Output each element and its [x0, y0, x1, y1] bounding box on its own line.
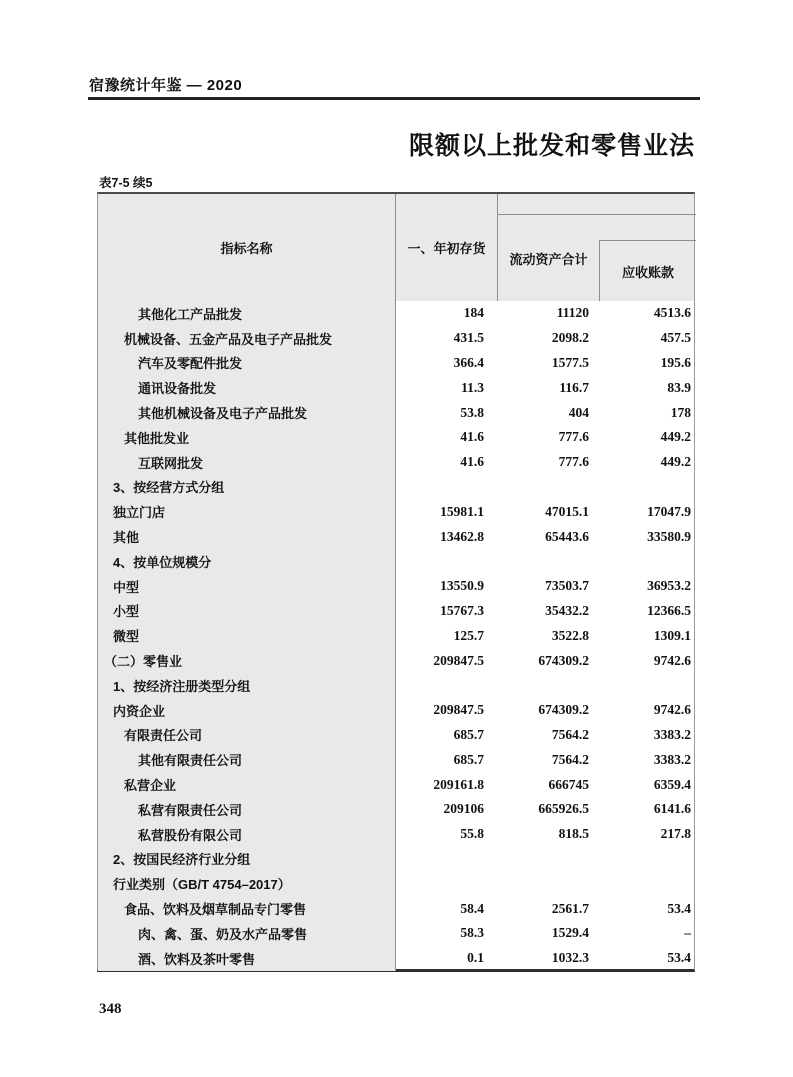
- table-row: [98, 847, 694, 872]
- table-row: [98, 326, 694, 351]
- cell-value: 58.4: [460, 900, 484, 916]
- table-row: [98, 921, 694, 946]
- cell-value: 0.1: [467, 950, 484, 966]
- page-number: 348: [99, 1001, 122, 1017]
- table-row: [98, 524, 694, 549]
- table-row: [98, 499, 694, 524]
- cell-value: 209847.5: [433, 702, 484, 718]
- table-row: [98, 351, 694, 376]
- row-label: 2、按国民经济行业分组: [113, 852, 251, 868]
- cell-value: 53.4: [667, 950, 691, 966]
- cell-value: 116.7: [559, 379, 589, 395]
- cell-value: 209847.5: [433, 652, 484, 668]
- cell-value: 13550.9: [440, 578, 484, 594]
- table-row: [98, 896, 694, 921]
- cell-value: 1032.3: [551, 950, 589, 966]
- row-label: 其他: [113, 530, 140, 546]
- cell-value: 58.3: [460, 925, 484, 941]
- cell-value: 83.9: [667, 379, 691, 395]
- cell-value: 53.4: [667, 900, 691, 916]
- table-row: [98, 549, 694, 574]
- cell-value: 674309.2: [538, 702, 589, 718]
- cell-value: 3383.2: [653, 726, 691, 742]
- table-row: [98, 623, 694, 648]
- row-label: 3、按经营方式分组: [113, 480, 225, 496]
- cell-value: 11120: [556, 305, 589, 321]
- cell-value: 7564.2: [551, 751, 589, 767]
- column-header-accounts-receivable: 应收账款: [599, 240, 696, 301]
- row-label: 私营有限责任公司: [138, 802, 243, 818]
- cell-value: 666745: [548, 776, 589, 792]
- table-row: [98, 599, 694, 624]
- cell-value: 11.3: [461, 379, 484, 395]
- cell-value: 1309.1: [653, 627, 691, 643]
- row-label: 内资企业: [113, 703, 166, 719]
- row-label: 私营企业: [124, 778, 177, 794]
- table-row: [98, 574, 694, 599]
- cell-value: 404: [568, 404, 589, 420]
- table-row: [98, 400, 694, 425]
- table-row: [98, 475, 694, 500]
- cell-value: 431.5: [453, 330, 484, 346]
- cell-value: 36953.2: [647, 578, 691, 594]
- table-row: [98, 301, 694, 326]
- cell-value: 65443.6: [545, 528, 589, 544]
- cell-value: 685.7: [453, 726, 484, 742]
- cell-value: 53.8: [460, 404, 484, 420]
- table-row: [98, 946, 694, 971]
- cell-value: 1577.5: [551, 354, 589, 370]
- table-row: [98, 822, 694, 847]
- table-row: [98, 772, 694, 797]
- row-label: 互联网批发: [138, 455, 204, 471]
- table-row: [98, 648, 694, 673]
- cell-value: 9742.6: [653, 702, 691, 718]
- cell-value: 209161.8: [433, 776, 484, 792]
- row-label: 行业类别（GB/T 4754–2017）: [113, 877, 291, 893]
- cell-value: 13462.8: [440, 528, 484, 544]
- cell-value: 665926.5: [538, 801, 589, 817]
- row-label: （二）零售业: [104, 654, 183, 670]
- table-row: [98, 375, 694, 400]
- cell-value: 674309.2: [538, 652, 589, 668]
- row-label: 4、按单位规模分: [113, 554, 212, 570]
- cell-value: 12366.5: [647, 602, 691, 618]
- cell-value: 125.7: [453, 627, 484, 643]
- cell-value: 457.5: [660, 330, 691, 346]
- column-header-indicator: 指标名称: [98, 194, 396, 301]
- cell-value: 9742.6: [653, 652, 691, 668]
- cell-value: –: [684, 925, 691, 941]
- row-label: 小型: [113, 604, 140, 620]
- table-row: [98, 871, 694, 896]
- cell-value: 47015.1: [545, 503, 589, 519]
- table-row: [98, 747, 694, 772]
- column-header-beginning-inventory: 一、年初存货: [396, 194, 498, 301]
- row-label: 食品、饮料及烟草制品专门零售: [124, 902, 307, 918]
- cell-value: 41.6: [460, 429, 484, 445]
- cell-value: 777.6: [558, 429, 589, 445]
- cell-value: 3522.8: [551, 627, 589, 643]
- row-label: 其他化工产品批发: [138, 306, 243, 322]
- row-label: 汽车及零配件批发: [138, 356, 243, 372]
- row-label: 独立门店: [113, 505, 166, 521]
- cell-value: 41.6: [460, 454, 484, 470]
- table-row: [98, 673, 694, 698]
- cell-value: 55.8: [460, 826, 484, 842]
- row-label: 1、按经济注册类型分组: [113, 678, 251, 694]
- cell-value: 15981.1: [440, 503, 484, 519]
- cell-value: 685.7: [453, 751, 484, 767]
- table-caption: 表7-5 续5: [99, 176, 153, 190]
- row-label: 中型: [113, 579, 140, 595]
- column-header-current-assets-total: 流动资产合计: [509, 251, 588, 267]
- cell-value: 7564.2: [551, 726, 589, 742]
- cell-value: 15767.3: [440, 602, 484, 618]
- cell-value: 73503.7: [545, 578, 589, 594]
- cell-value: 17047.9: [647, 503, 691, 519]
- cell-value: 777.6: [558, 454, 589, 470]
- cell-value: 6141.6: [653, 801, 691, 817]
- row-label: 机械设备、五金产品及电子产品批发: [124, 331, 333, 347]
- table-row: [98, 723, 694, 748]
- row-label: 通讯设备批发: [138, 381, 217, 397]
- row-label: 微型: [113, 629, 140, 645]
- row-label: 私营股份有限公司: [138, 827, 243, 843]
- cell-value: 178: [670, 404, 691, 420]
- row-label: 肉、禽、蛋、奶及水产品零售: [138, 926, 308, 942]
- row-label: 其他有限责任公司: [138, 753, 243, 769]
- row-label: 其他机械设备及电子产品批发: [138, 406, 308, 422]
- cell-value: 6359.4: [653, 776, 691, 792]
- table-row: [98, 698, 694, 723]
- cell-value: 195.6: [660, 354, 691, 370]
- cell-value: 449.2: [660, 429, 691, 445]
- cell-value: 217.8: [660, 826, 691, 842]
- cell-value: 818.5: [558, 826, 589, 842]
- table-body: [98, 301, 694, 971]
- cell-value: 3383.2: [653, 751, 691, 767]
- table-row: [98, 450, 694, 475]
- cell-value: 209106: [443, 801, 484, 817]
- row-label: 其他批发业: [124, 430, 190, 446]
- cell-value: 2561.7: [551, 900, 589, 916]
- cell-value: 366.4: [453, 354, 484, 370]
- header-rule-line: [88, 97, 700, 100]
- cell-value: 449.2: [660, 454, 691, 470]
- cell-value: 184: [463, 305, 484, 321]
- statistics-table: [97, 192, 695, 972]
- page-title: 限额以上批发和零售业法: [408, 132, 695, 160]
- table-header: [98, 194, 694, 301]
- table-row: [98, 425, 694, 450]
- row-label: 有限责任公司: [124, 728, 203, 744]
- cell-value: 35432.2: [545, 602, 589, 618]
- cell-value: 33580.9: [647, 528, 691, 544]
- book-header: 宿豫统计年鉴 — 2020: [89, 77, 243, 94]
- row-label: 酒、饮料及茶叶零售: [138, 951, 256, 967]
- column-group-band: [498, 194, 696, 215]
- cell-value: 2098.2: [551, 330, 589, 346]
- cell-value: 1529.4: [551, 925, 589, 941]
- cell-value: 4513.6: [653, 305, 691, 321]
- table-row: [98, 797, 694, 822]
